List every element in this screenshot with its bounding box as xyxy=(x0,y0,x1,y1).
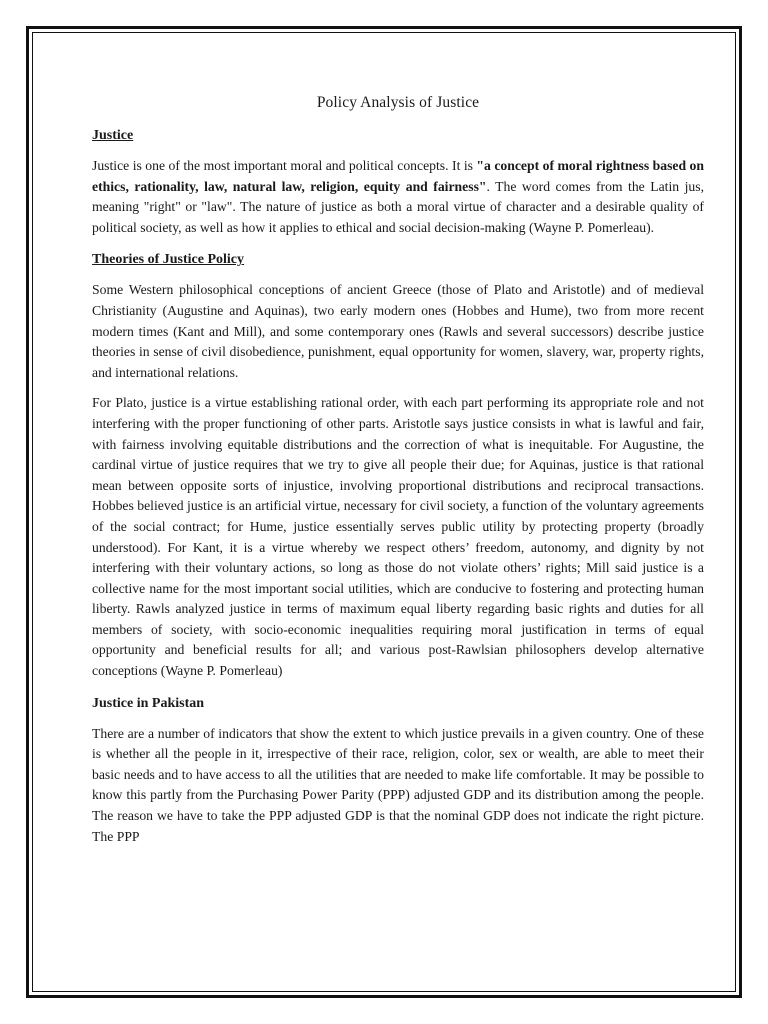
paragraph-pakistan: There are a number of indicators that show the extent to which justice prevails in a given country. One of these is whether all the people in it, irrespective of their race, religion, color, sex or wealth, are able to meet their basic needs and to have access to all the utilities that are needed to make life comfortable. It may be possible to know this partly from the Purchasing Power Parity (PPP) adjusted GDP and its distribution among the people. The reason we have to take the PPP adjusted GDP is that the nominal GDP does not indicate the right picture. The PPP xyxy=(92,725,704,844)
paragraph-theories-intro: Some Western philosophical conceptions of ancient Greece (those of Plato and Aristotle) and of medieval Christianity (Augustine and Aquinas), two early modern ones (Hobbes and Hume), two from more recent modern times (Kant and Mill), and some contemporary ones (Rawls and several successors) describe justice theories in sense of civil disobedience, punishment, equal opportunity for women, slavery, war, property rights, and international relations. xyxy=(92,282,704,380)
document-title: Policy Analysis of Justice xyxy=(316,94,480,111)
section-heading-theories: Theories of Justice Policy xyxy=(92,252,245,268)
bold-definition: "a concept of moral rightness based on ethics, rationality, law, natural law, religion, equity and fairness" xyxy=(92,158,704,194)
paragraph-theories-detail: For Plato, justice is a virtue establishing rational order, with each part performing its appropriate role and not interfering with the proper functioning of other parts. Aristotle says justice consists in what is lawful and fair, with fairness involving equitable distributions and the correction of what is inequitable. For Augustine, the cardinal virtue of justice requires that we try to give all people their due; for Aquinas, justice is that rational mean between opposite sorts of injustice, involving proportional distributions and reciprocal transactions. Hobbes believed justice is an artificial virtue, necessary for civil society, a function of the voluntary agreements of the social contract; for Hume, justice essentially serves public utility by protecting property (broadly understood). For Kant, it is a virtue whereby we respect others’ freedom, autonomy, and dignity by not interfering with their voluntary actions, so long as those do not violate others’ rights; Mill said justice is a collective name for the most important social utilities, which are conducive to fostering and protecting human liberty. Rawls analyzed justice in terms of maximum equal liberty regarding basic rights and duties for all members of society, with socio-economic inequalities requiring moral justification in terms of equal opportunity and beneficial results for all; and various post-Rawlsian philosophers develop alternative conceptions (Wayne P. Pomerleau) xyxy=(92,395,704,679)
section-heading-pakistan: Justice in Pakistan xyxy=(92,695,205,711)
paragraph-justice-definition xyxy=(92,156,704,238)
document-body xyxy=(92,94,704,857)
paragraph-text: Justice is one of the most important moral and political concepts. It is xyxy=(92,158,477,173)
paragraph-text: . The word comes from the Latin jus, meaning "right" or "law". The nature of justice as both a moral virtue of character and a desirable quality of political society, as well as how it applies to ethical and social decision-making (Wayne P. Pomerleau). xyxy=(92,178,704,235)
section-heading-justice: Justice xyxy=(92,128,134,143)
